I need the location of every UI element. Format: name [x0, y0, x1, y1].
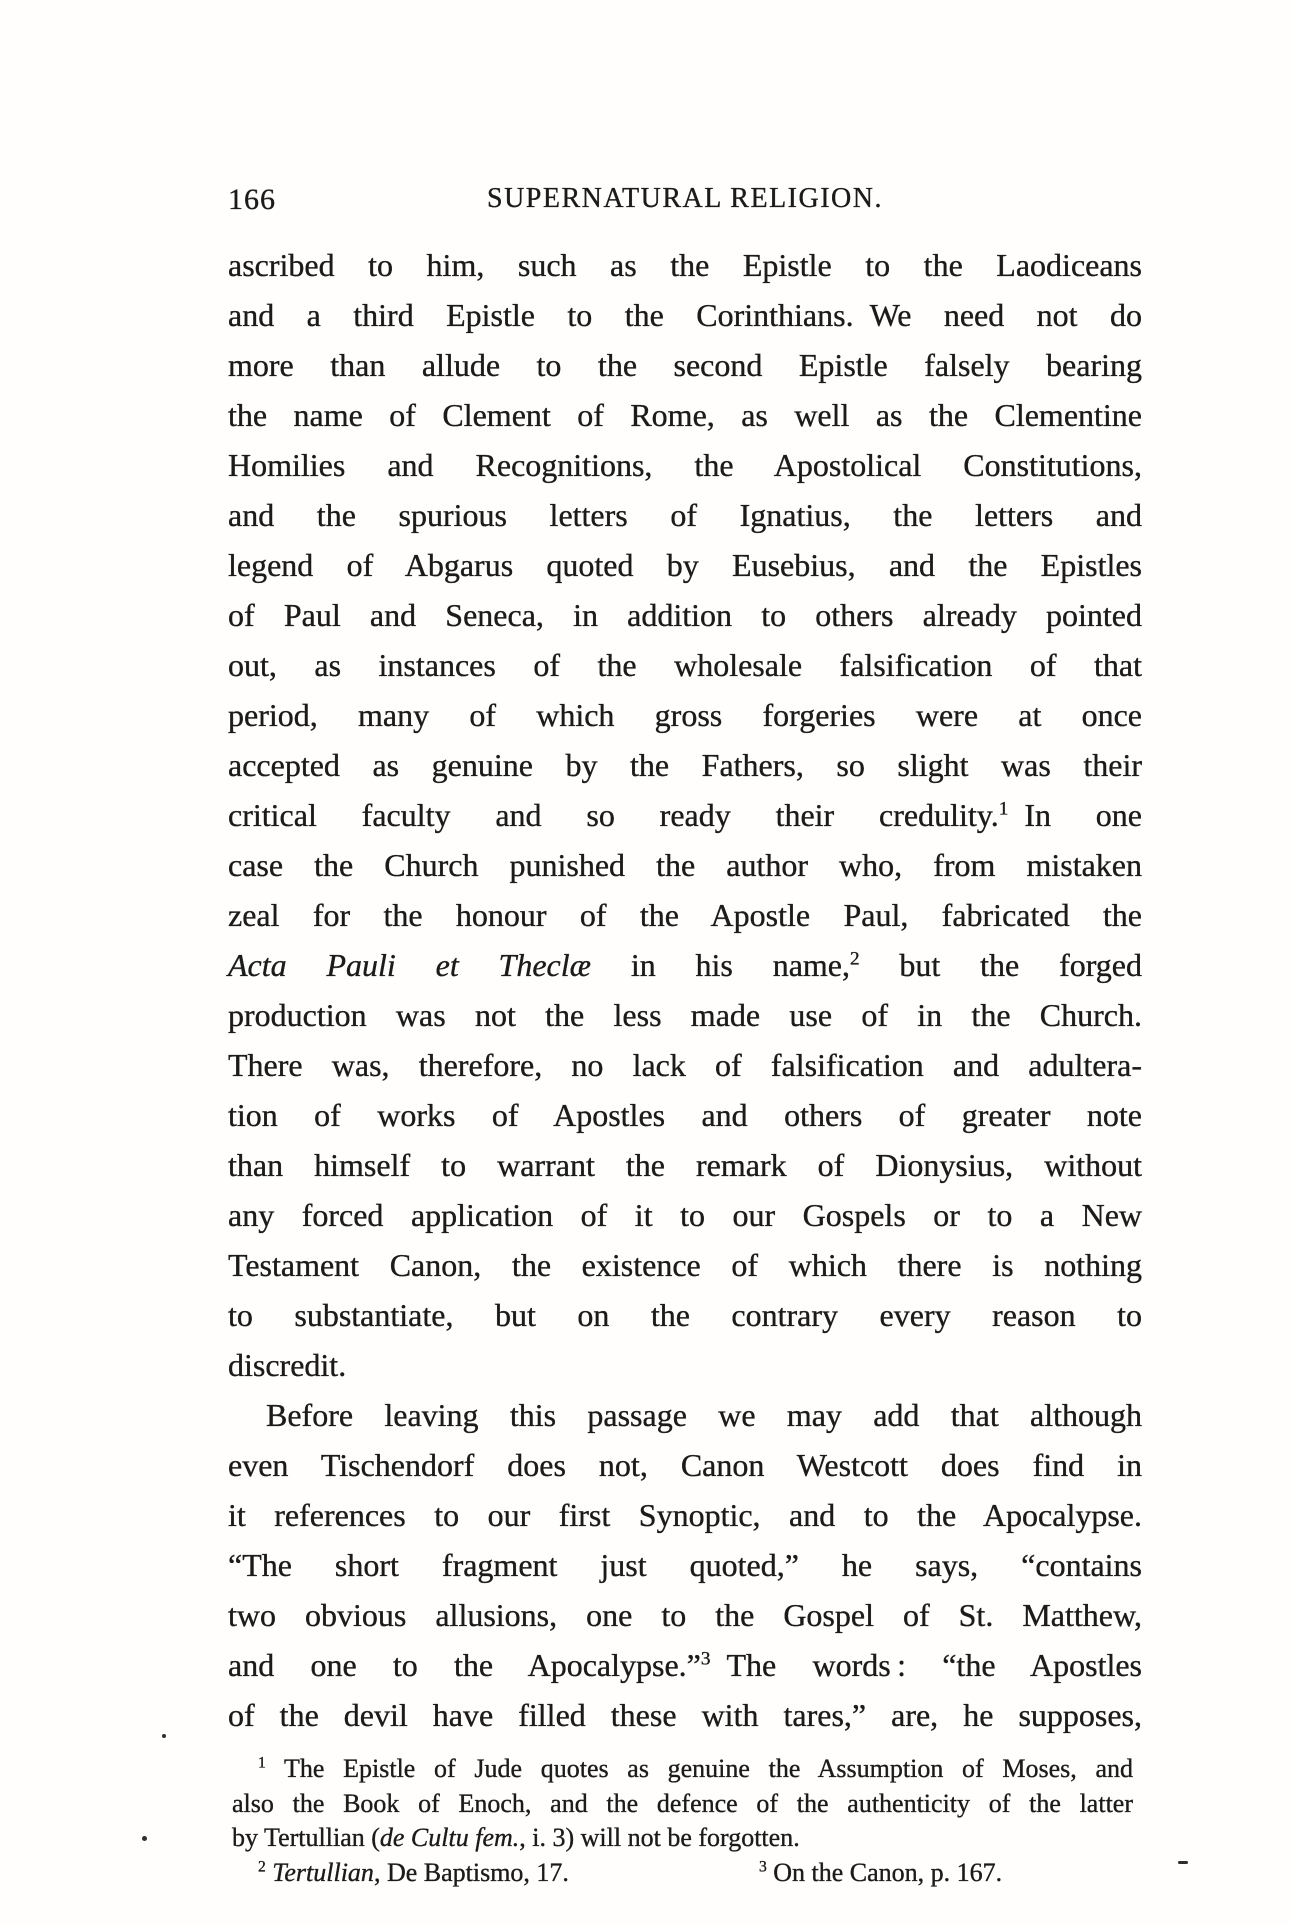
text-line	[228, 440, 1142, 490]
page-number: 166	[228, 183, 276, 216]
text-segment: and one to the Apocalypse.”	[228, 1647, 701, 1683]
footnote-marker: 3	[758, 1857, 767, 1875]
text-line	[228, 290, 1142, 340]
text-segment: There was, therefore, no lack of falsification and adultera-	[228, 1047, 1142, 1083]
text-line	[228, 1640, 1142, 1690]
text-line	[228, 1390, 1142, 1440]
italic-text: de Cultu fem.	[379, 1823, 520, 1852]
text-line	[228, 240, 1142, 290]
text-line	[228, 1590, 1142, 1640]
text-segment: Homilies and Recognitions, the Apostolical Constitutions,	[228, 447, 1142, 483]
text-line	[232, 1821, 1133, 1856]
running-title: SUPERNATURAL RELIGION.	[487, 183, 883, 214]
text-line	[228, 340, 1142, 390]
text-line	[228, 890, 1142, 940]
ink-speck	[142, 1836, 147, 1841]
text-line	[232, 1856, 1133, 1891]
text-segment: case the Church punished the author who, from mistaken	[228, 847, 1142, 883]
text-segment: but the forged	[859, 947, 1142, 983]
text-segment: tion of works of Apostles and others of greater note	[228, 1097, 1142, 1133]
text-segment: out, as instances of the wholesale falsification of that	[228, 647, 1142, 683]
text-line	[228, 490, 1142, 540]
text-line	[228, 1490, 1142, 1540]
text-segment: The Epistle of Jude quotes as genuine the Assumption of Moses, and	[265, 1754, 1133, 1783]
footnote-marker: 2	[258, 1857, 266, 1875]
text-line	[228, 540, 1142, 590]
text-segment: “The short fragment just quoted,” he says, “contains	[228, 1547, 1142, 1583]
text-segment: it references to our first Synoptic, and to the Apocalypse.	[228, 1497, 1142, 1533]
text-segment: The words : “the Apostles	[710, 1647, 1143, 1683]
text-segment: , i. 3) will not be forgotten.	[519, 1823, 800, 1852]
text-segment: the name of Clement of Rome, as well as the Clementine	[228, 397, 1142, 433]
text-segment: ascribed to him, such as the Epistle to the Laodiceans	[228, 247, 1142, 283]
text-segment: of the devil have filled these with tares,” are, he supposes,	[228, 1697, 1142, 1733]
text-line	[228, 1340, 1142, 1390]
text-segment: by Tertullian (	[232, 1823, 380, 1852]
text-line	[228, 690, 1142, 740]
text-line	[228, 740, 1142, 790]
text-line	[228, 1040, 1142, 1090]
text-segment: In one	[1008, 797, 1143, 833]
text-line	[228, 1240, 1142, 1290]
text-line	[228, 990, 1142, 1040]
body-text	[228, 240, 1142, 1740]
text-line	[228, 1090, 1142, 1140]
text-segment: period, many of which gross forgeries were at once	[228, 697, 1142, 733]
text-line	[228, 940, 1142, 990]
text-line	[228, 1540, 1142, 1590]
text-line	[228, 1690, 1142, 1740]
text-segment: critical faculty and so ready their credulity.	[228, 797, 999, 833]
text-segment: even Tischendorf does not, Canon Westcott does find in	[228, 1447, 1142, 1483]
text-segment: accepted as genuine by the Fathers, so slight was their	[228, 747, 1142, 783]
text-segment: also the Book of Enoch, and the defence of the authenticity of the latter	[232, 1788, 1133, 1818]
text-line	[228, 1290, 1142, 1340]
footnote-marker: 3	[700, 1648, 711, 1670]
text-line	[228, 840, 1142, 890]
text-segment: On the Canon, p. 167.	[766, 1857, 1003, 1887]
text-line	[232, 1787, 1133, 1822]
text-line	[228, 390, 1142, 440]
italic-text: Acta Pauli et Theclæ	[228, 947, 591, 983]
text-segment: to substantiate, but on the contrary every reason to	[228, 1297, 1142, 1333]
text-line	[228, 1140, 1142, 1190]
text-segment: Testament Canon, the existence of which there is nothing	[228, 1247, 1142, 1283]
text-segment: zeal for the honour of the Apostle Paul, fabricated the	[228, 897, 1142, 933]
ink-speck	[1178, 1861, 1188, 1864]
text-segment: discredit.	[228, 1347, 347, 1383]
footnote-marker: 2	[850, 948, 860, 970]
text-segment: production was not the less made use of in the Church.	[228, 997, 1142, 1033]
text-segment: any forced application of it to our Gospels or to a New	[228, 1197, 1142, 1233]
footnote-marker: 1	[258, 1754, 266, 1772]
text-segment: of Paul and Seneca, in addition to others already pointed	[228, 597, 1142, 633]
text-segment: and a third Epistle to the Corinthians. We need not do	[228, 297, 1142, 333]
text-segment: Before leaving this passage we may add that although	[266, 1397, 1142, 1433]
text-segment: legend of Abgarus quoted by Eusebius, and the Epistles	[228, 547, 1142, 583]
text-segment: and the spurious letters of Ignatius, the letters and	[228, 497, 1142, 533]
page-header	[228, 183, 1142, 217]
text-segment: more than allude to the second Epistle falsely bearing	[228, 347, 1142, 383]
text-segment: than himself to warrant the remark of Dionysius, without	[228, 1147, 1142, 1183]
text-segment: in his name,	[590, 947, 850, 983]
text-line	[228, 790, 1142, 840]
text-segment: two obvious allusions, one to the Gospel of St. Matthew,	[228, 1597, 1142, 1633]
text-line	[232, 1752, 1133, 1787]
text-line	[228, 590, 1142, 640]
ink-speck	[162, 1734, 166, 1738]
text-line	[228, 640, 1142, 690]
italic-text: Tertullian	[272, 1857, 374, 1887]
text-segment: , De Baptismo, 17.	[373, 1857, 569, 1887]
footnotes	[232, 1752, 1133, 1890]
text-line	[228, 1440, 1142, 1490]
footnote-marker: 1	[998, 798, 1009, 820]
text-line	[228, 1190, 1142, 1240]
